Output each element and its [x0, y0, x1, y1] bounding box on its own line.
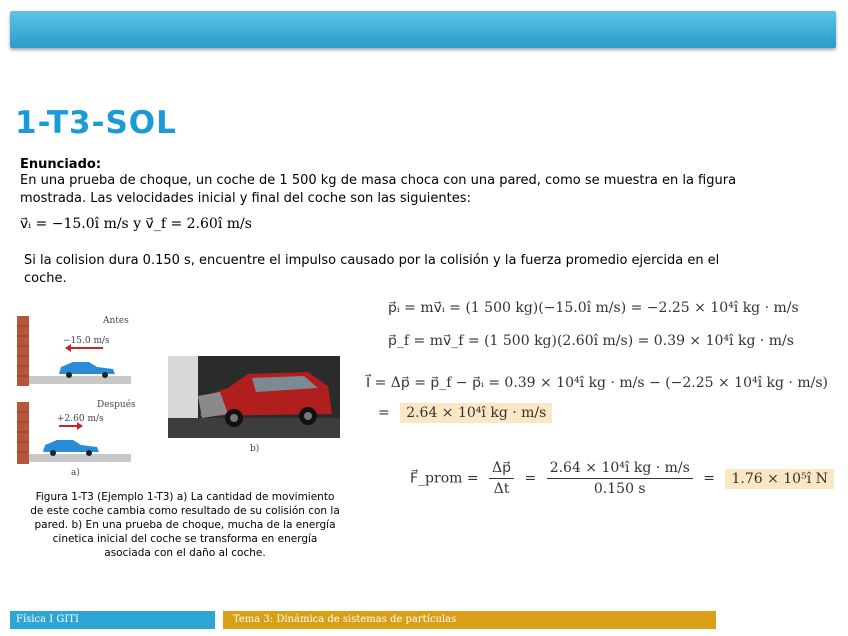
eq-impulse-result-line — [378, 405, 552, 421]
fraction-values — [547, 460, 693, 497]
ground-after — [29, 454, 131, 462]
figure-a — [17, 312, 137, 478]
wall-after — [17, 402, 29, 464]
force-result: 1.76 × 10⁵î N — [725, 469, 833, 489]
figure-caption: Figura 1-T3 (Ejemplo 1-T3) a) La cantidad de movimiento de este coche cambia como resultado de su colisión con la pared. b) En una prueba de choque, mucha de la energía cinetica inicial del coche se transforma en energía asociada con el daño al coche. — [30, 491, 340, 559]
footer-course: Física I GITI — [10, 611, 215, 629]
eq-average-force — [410, 460, 834, 497]
eq-initial-momentum: p⃗ᵢ = mv⃗ᵢ = (1 500 kg)(−15.0î m/s) = −2.25 × 10⁴î kg · m/s — [388, 300, 799, 316]
force-eq-1: = — [524, 470, 537, 487]
fraction-den-1: Δt — [493, 481, 510, 497]
fraction-dp-dt — [489, 460, 514, 497]
fraction-num-2: 2.64 × 10⁴î kg · m/s — [547, 460, 693, 479]
page-title: 1-T3-SOL — [15, 105, 177, 141]
force-eq-2: = — [703, 470, 716, 487]
impulse-result: 2.64 × 10⁴î kg · m/s — [400, 403, 552, 423]
fraction-den-2: 0.150 s — [593, 481, 646, 497]
ground-before — [29, 376, 131, 384]
eq-impulse-equals: = — [378, 405, 390, 421]
label-b: b) — [250, 444, 260, 454]
velocities-formula: v⃗ᵢ = −15.0î m/s y v⃗_f = 2.60î m/s — [20, 216, 252, 232]
header-bar — [10, 11, 836, 48]
force-lhs: F⃗_prom = — [410, 470, 479, 487]
speed-before: −15.0 m/s — [63, 336, 110, 346]
car-after — [43, 440, 99, 452]
car-before — [59, 362, 115, 374]
label-after: Después — [97, 400, 136, 410]
label-a: a) — [71, 468, 80, 478]
eq-final-momentum: p⃗_f = mv⃗_f = (1 500 kg)(2.60î m/s) = 0.39 × 10⁴î kg · m/s — [388, 333, 794, 349]
statement-text: En una prueba de choque, un coche de 1 500 kg de masa choca con una pared, como se muestra en la figura mostrada. Las velocidades inicial y final del coche son las siguientes: — [20, 173, 737, 206]
footer-topic: Tema 3: Dinámica de sistemas de partículas — [223, 611, 716, 629]
eq-impulse: I⃗ = Δp⃗ = p⃗_f − p⃗ᵢ = 0.39 × 10⁴î kg · m/s − (−2.25 × 10⁴î kg · m/s) — [366, 375, 828, 391]
statement-label: Enunciado: — [20, 157, 102, 172]
crash-photo — [168, 356, 340, 438]
question-text: Si la colision dura 0.150 s, encuentre el impulso causado por la colisión y la fuerza promedio ejercida en el coche. — [24, 253, 720, 286]
label-before: Antes — [103, 316, 129, 326]
wall-before — [17, 316, 29, 386]
fraction-num-1: Δp⃗ — [489, 460, 514, 479]
figure-b-photo — [168, 356, 340, 454]
speed-after: +2.60 m/s — [57, 414, 104, 424]
